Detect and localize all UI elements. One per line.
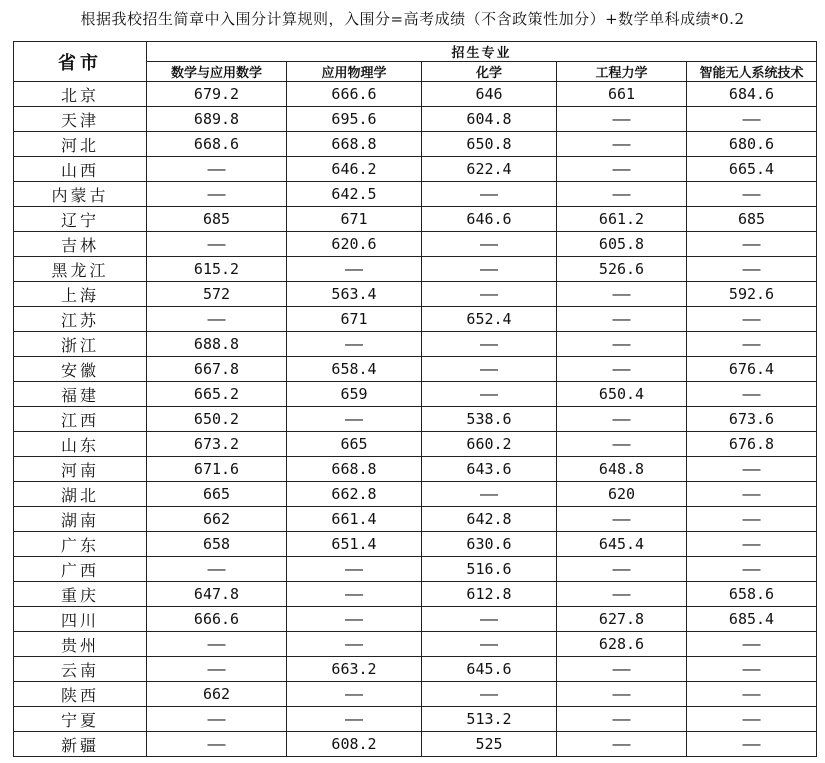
table-row bbox=[14, 582, 817, 607]
score-cell: —— bbox=[557, 582, 687, 607]
score-cell: 685.4 bbox=[687, 607, 817, 632]
score-cell: —— bbox=[557, 307, 687, 332]
score-cell: —— bbox=[687, 657, 817, 682]
score-cell: 671.6 bbox=[147, 457, 287, 482]
score-cell: —— bbox=[687, 482, 817, 507]
province-cell: 宁夏 bbox=[14, 707, 147, 732]
score-cell: —— bbox=[557, 657, 687, 682]
score-cell: —— bbox=[287, 257, 422, 282]
table-row bbox=[14, 657, 817, 682]
table-row bbox=[14, 232, 817, 257]
score-cell: —— bbox=[422, 332, 557, 357]
score-cell: —— bbox=[147, 557, 287, 582]
province-cell: 上海 bbox=[14, 282, 147, 307]
province-cell: 河南 bbox=[14, 457, 147, 482]
score-cell: 676.8 bbox=[687, 432, 817, 457]
score-cell: 563.4 bbox=[287, 282, 422, 307]
score-cell: —— bbox=[687, 682, 817, 707]
score-cell: 661.4 bbox=[287, 507, 422, 532]
table-row bbox=[14, 332, 817, 357]
score-cell: —— bbox=[687, 307, 817, 332]
score-cell: 648.8 bbox=[557, 457, 687, 482]
table-row bbox=[14, 282, 817, 307]
score-cell: 620.6 bbox=[287, 232, 422, 257]
score-cell: 627.8 bbox=[557, 607, 687, 632]
score-cell: 685 bbox=[147, 207, 287, 232]
province-cell: 北京 bbox=[14, 82, 147, 107]
score-cell: 645.6 bbox=[422, 657, 557, 682]
score-cell: 538.6 bbox=[422, 407, 557, 432]
score-cell: —— bbox=[557, 182, 687, 207]
score-cell: 658.6 bbox=[687, 582, 817, 607]
score-cell: —— bbox=[687, 182, 817, 207]
score-cell: —— bbox=[687, 107, 817, 132]
province-cell: 云南 bbox=[14, 657, 147, 682]
score-cell: —— bbox=[422, 282, 557, 307]
score-cell: 651.4 bbox=[287, 532, 422, 557]
province-cell: 广西 bbox=[14, 557, 147, 582]
score-cell: 652.4 bbox=[422, 307, 557, 332]
table-body bbox=[14, 82, 817, 757]
admission-score-table bbox=[13, 41, 817, 757]
score-cell: —— bbox=[147, 732, 287, 757]
province-cell: 四川 bbox=[14, 607, 147, 632]
score-cell: —— bbox=[687, 382, 817, 407]
score-cell: —— bbox=[422, 232, 557, 257]
score-cell: —— bbox=[147, 707, 287, 732]
major-header: 化学 bbox=[422, 62, 557, 82]
score-cell: 658.4 bbox=[287, 357, 422, 382]
score-cell: —— bbox=[687, 632, 817, 657]
table-row bbox=[14, 557, 817, 582]
table-row bbox=[14, 682, 817, 707]
score-cell: 650.2 bbox=[147, 407, 287, 432]
score-cell: —— bbox=[422, 632, 557, 657]
table-row bbox=[14, 507, 817, 532]
score-cell: 666.6 bbox=[147, 607, 287, 632]
province-cell: 广东 bbox=[14, 532, 147, 557]
score-cell: 662 bbox=[147, 682, 287, 707]
table-row bbox=[14, 307, 817, 332]
score-cell: 689.8 bbox=[147, 107, 287, 132]
score-cell: —— bbox=[422, 182, 557, 207]
province-cell: 山东 bbox=[14, 432, 147, 457]
table-row bbox=[14, 82, 817, 107]
score-cell: —— bbox=[557, 507, 687, 532]
score-cell: 662 bbox=[147, 507, 287, 532]
score-cell: 661 bbox=[557, 82, 687, 107]
score-cell: 513.2 bbox=[422, 707, 557, 732]
table-row bbox=[14, 532, 817, 557]
table-row bbox=[14, 482, 817, 507]
province-cell: 江苏 bbox=[14, 307, 147, 332]
score-cell: —— bbox=[687, 557, 817, 582]
score-cell: 647.8 bbox=[147, 582, 287, 607]
score-cell: —— bbox=[147, 182, 287, 207]
province-cell: 贵州 bbox=[14, 632, 147, 657]
score-cell: —— bbox=[557, 332, 687, 357]
score-cell: —— bbox=[687, 532, 817, 557]
province-cell: 湖北 bbox=[14, 482, 147, 507]
score-cell: 688.8 bbox=[147, 332, 287, 357]
table-row bbox=[14, 382, 817, 407]
score-cell: 658 bbox=[147, 532, 287, 557]
score-cell: —— bbox=[687, 232, 817, 257]
score-cell: —— bbox=[147, 632, 287, 657]
score-cell: —— bbox=[557, 282, 687, 307]
major-header: 数学与应用数学 bbox=[147, 62, 287, 82]
score-cell: —— bbox=[557, 432, 687, 457]
score-cell: 684.6 bbox=[687, 82, 817, 107]
table-row bbox=[14, 157, 817, 182]
province-cell: 河北 bbox=[14, 132, 147, 157]
score-cell: 620 bbox=[557, 482, 687, 507]
score-cell: 526.6 bbox=[557, 257, 687, 282]
score-cell: 622.4 bbox=[422, 157, 557, 182]
province-cell: 福建 bbox=[14, 382, 147, 407]
table-row bbox=[14, 457, 817, 482]
score-cell: 662.8 bbox=[287, 482, 422, 507]
score-cell: 592.6 bbox=[687, 282, 817, 307]
score-cell: —— bbox=[557, 132, 687, 157]
score-cell: —— bbox=[557, 157, 687, 182]
score-cell: —— bbox=[287, 582, 422, 607]
score-cell: —— bbox=[422, 607, 557, 632]
score-cell: —— bbox=[557, 557, 687, 582]
score-cell: 671 bbox=[287, 307, 422, 332]
score-cell: 646.6 bbox=[422, 207, 557, 232]
score-cell: 525 bbox=[422, 732, 557, 757]
score-cell: 673.6 bbox=[687, 407, 817, 432]
table-row bbox=[14, 132, 817, 157]
score-cell: —— bbox=[687, 257, 817, 282]
score-cell: —— bbox=[422, 682, 557, 707]
score-cell: —— bbox=[557, 407, 687, 432]
score-cell: —— bbox=[287, 707, 422, 732]
score-cell: —— bbox=[287, 332, 422, 357]
score-cell: 646 bbox=[422, 82, 557, 107]
province-cell: 内蒙古 bbox=[14, 182, 147, 207]
score-cell: —— bbox=[687, 707, 817, 732]
score-cell: —— bbox=[422, 257, 557, 282]
table-row bbox=[14, 732, 817, 757]
score-cell: 668.6 bbox=[147, 132, 287, 157]
score-cell: 659 bbox=[287, 382, 422, 407]
majors-group-header: 招生专业 bbox=[147, 42, 817, 62]
score-cell: —— bbox=[287, 557, 422, 582]
score-cell: —— bbox=[557, 732, 687, 757]
score-cell: —— bbox=[557, 707, 687, 732]
province-cell: 新疆 bbox=[14, 732, 147, 757]
table-row bbox=[14, 357, 817, 382]
table-row bbox=[14, 257, 817, 282]
province-cell: 江西 bbox=[14, 407, 147, 432]
province-cell: 陕西 bbox=[14, 682, 147, 707]
score-cell: 645.4 bbox=[557, 532, 687, 557]
province-cell: 黑龙江 bbox=[14, 257, 147, 282]
province-column-header: 省市 bbox=[14, 42, 147, 82]
province-cell: 湖南 bbox=[14, 507, 147, 532]
score-cell: —— bbox=[557, 107, 687, 132]
score-cell: —— bbox=[287, 607, 422, 632]
province-cell: 浙江 bbox=[14, 332, 147, 357]
score-cell: —— bbox=[287, 682, 422, 707]
table-row bbox=[14, 207, 817, 232]
score-cell: 646.2 bbox=[287, 157, 422, 182]
score-cell: —— bbox=[687, 457, 817, 482]
score-cell: 615.2 bbox=[147, 257, 287, 282]
major-header: 工程力学 bbox=[557, 62, 687, 82]
score-cell: 668.8 bbox=[287, 457, 422, 482]
score-cell: 679.2 bbox=[147, 82, 287, 107]
score-cell: 660.2 bbox=[422, 432, 557, 457]
table-row bbox=[14, 607, 817, 632]
score-cell: 666.6 bbox=[287, 82, 422, 107]
score-cell: 671 bbox=[287, 207, 422, 232]
score-cell: —— bbox=[687, 732, 817, 757]
score-cell: 608.2 bbox=[287, 732, 422, 757]
score-cell: —— bbox=[287, 632, 422, 657]
score-cell: 695.6 bbox=[287, 107, 422, 132]
score-cell: —— bbox=[287, 407, 422, 432]
score-cell: 630.6 bbox=[422, 532, 557, 557]
province-cell: 山西 bbox=[14, 157, 147, 182]
score-cell: 642.8 bbox=[422, 507, 557, 532]
major-header: 应用物理学 bbox=[287, 62, 422, 82]
score-cell: 650.4 bbox=[557, 382, 687, 407]
major-header: 智能无人系统技术 bbox=[687, 62, 817, 82]
table-row bbox=[14, 432, 817, 457]
table-row bbox=[14, 407, 817, 432]
score-cell: —— bbox=[557, 682, 687, 707]
score-cell: 668.8 bbox=[287, 132, 422, 157]
score-cell: 661.2 bbox=[557, 207, 687, 232]
score-cell: 628.6 bbox=[557, 632, 687, 657]
score-cell: 642.5 bbox=[287, 182, 422, 207]
score-cell: 650.8 bbox=[422, 132, 557, 157]
province-cell: 安徽 bbox=[14, 357, 147, 382]
score-cell: 676.4 bbox=[687, 357, 817, 382]
table-caption: 根据我校招生简章中入围分计算规则，入围分=高考成绩（不含政策性加分）+数学单科成绩*0.2 bbox=[80, 10, 745, 28]
score-cell: —— bbox=[147, 157, 287, 182]
score-cell: —— bbox=[557, 357, 687, 382]
score-cell: —— bbox=[687, 507, 817, 532]
score-cell: 643.6 bbox=[422, 457, 557, 482]
score-cell: 665 bbox=[147, 482, 287, 507]
score-cell: 612.8 bbox=[422, 582, 557, 607]
score-cell: —— bbox=[147, 232, 287, 257]
table-row bbox=[14, 632, 817, 657]
score-cell: —— bbox=[422, 357, 557, 382]
score-cell: 685 bbox=[687, 207, 817, 232]
score-cell: 572 bbox=[147, 282, 287, 307]
score-cell: 516.6 bbox=[422, 557, 557, 582]
score-cell: 604.8 bbox=[422, 107, 557, 132]
score-cell: —— bbox=[687, 332, 817, 357]
score-cell: 665 bbox=[287, 432, 422, 457]
province-cell: 天津 bbox=[14, 107, 147, 132]
table-row bbox=[14, 182, 817, 207]
province-cell: 吉林 bbox=[14, 232, 147, 257]
score-cell: —— bbox=[422, 482, 557, 507]
score-cell: 663.2 bbox=[287, 657, 422, 682]
score-cell: 667.8 bbox=[147, 357, 287, 382]
table-row bbox=[14, 707, 817, 732]
table-row bbox=[14, 107, 817, 132]
province-cell: 辽宁 bbox=[14, 207, 147, 232]
score-cell: 680.6 bbox=[687, 132, 817, 157]
score-cell: 665.2 bbox=[147, 382, 287, 407]
score-cell: 665.4 bbox=[687, 157, 817, 182]
score-cell: —— bbox=[147, 307, 287, 332]
province-cell: 重庆 bbox=[14, 582, 147, 607]
score-cell: —— bbox=[147, 657, 287, 682]
score-cell: 673.2 bbox=[147, 432, 287, 457]
score-cell: —— bbox=[422, 382, 557, 407]
score-cell: 605.8 bbox=[557, 232, 687, 257]
